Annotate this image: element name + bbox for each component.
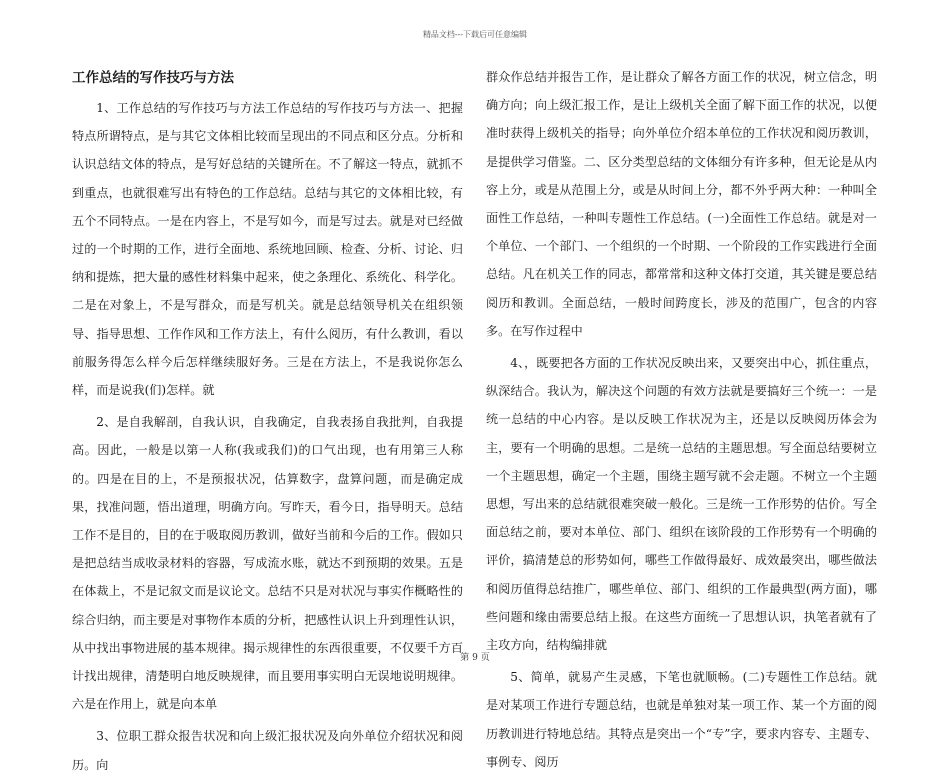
paragraph: 4、，既要把各方面的工作状况反映出来，又要突出中心，抓住重点，纵深结合。我认为，解决这个问题的有效方法就是要搞好三个统一：一是统一总结的中心内容。是以反映工作状况为主，还是以反映阅历体会为主，要有一个明确的思想。二是统一总结的主题思想。写全面总结要树立一个主题思想，确定一个主题，围绕主题写就不会走题。不树立一个主题思想，写出来的总结就很难突破一般化。三是统一工作形势的估价。写全面总结之前，要对本单位、部门、组织在该阶段的工作形势有一个明确的评价，搞清楚总的形势如何，哪些工作做得最好、成效最突出，哪些做法和阅历值得总结推广，哪些单位、部门、组织的工作最典型(两方面)，哪些问题和缘由需要总结上报。在这些方面统一了思想认识，执笔者就有了主攻方向，结构编排就 — [486, 356, 877, 653]
document-title: 工作总结的写作技巧与方法 — [72, 70, 234, 86]
page-header: 精品文档---下载后可任意编辑 — [422, 30, 528, 39]
paragraph: 群众作总结并报告工作，是让群众了解各方面工作的状况，树立信念，明确方向；向上级汇报工作，是让上级机关全面了解下面工作的状况，以便准时获得上级机关的指导；向外单位介绍本单位的工作状况和阅历教训，是提供学习借鉴。二、区分类型总结的文体细分有许多种，但无论是从内容上分，或是从范围上分，或是从时间上分，都不外乎两大种：一种叫全面性工作总结，一种叫专题性工作总结。(一)全面性工作总结。就是对一个单位、一个部门、一个组织的一个时期、一个阶段的工作实践进行全面总结。凡在机关工作的同志，都常常和这种文体打交道，其关键是要总结阅历和教训。全面总结，一般时间跨度长，涉及的范围广，包含的内容多。在写作过程中 — [486, 70, 877, 338]
paragraph: 5、简单，就易产生灵感，下笔也就顺畅。(二)专题性工作总结。就是对某项工作进行专题总结，也就是单独对某一项工作、某一个方面的阅历教训进行特地总结。其特点是突出一个“专”字，要求内容专、主题专、事例专、阅历 — [486, 670, 877, 769]
left-column — [72, 68, 463, 783]
page-number: 第 9 页 — [460, 653, 490, 663]
paragraph: 2、是自我解剖，自我认识，自我确定，自我表扬自我批判，自我提高。因此，一般是以第一人称(我或我们)的口气出现，也有用第三人称的。四是在目的上，不是预报状况，估算数字，盘算问题，而是确定成果，找准问题，悟出道理，明确方向。写昨天，看今日，指导明天。总结工作不是目的，目的在于吸取阅历教训，做好当前和今后的工作。假如只是把总结当成收录材料的容器，写成流水账，就达不到预期的效果。五是在体裁上，不是记叙文而是议论文。总结不只是对状况与事实作概略性的综合归纳，而主要是对事物作本质的分析，把感性认识上升到理性认识，从中找出事物进展的基本规律。揭示规律性的东西很重要，不仅要千方百计找出规律，清楚明白地反映规律，而且要用事实明白无误地说明规律。六是在作用上，就是向本单 — [72, 415, 463, 712]
paragraph: 1、工作总结的写作技巧与方法工作总结的写作技巧与方法一、把握特点所谓特点，是与其它文体相比较而呈现出的不同点和区分点。分析和认识总结文体的特点，是写好总结的关键所在。不了解这一特点，就抓不到重点，也就很难写出有特色的工作总结。总结与其它的文体相比较，有五个不同特点。一是在内容上，不是写如今，而是写过去。就是对已经做过的一个时期的工作，进行全面地、系统地回顾、检查、分析、讨论、归纳和提炼，把大量的感性材料集中起来，使之条理化、系统化、科学化。二是在对象上，不是写群众，而是写机关。就是总结领导机关在组织领导、指导思想、工作作风和工作方法上，有什么阅历，有什么教训，看以前服务得怎么样今后怎样继续服好务。三是在方法上，不是我说你怎么样，而是说我(们)怎样。就 — [72, 101, 463, 398]
right-column — [486, 63, 877, 780]
paragraph: 3、位职工群众报告状况和向上级汇报状况及向外单位介绍状况和阅历。向 — [72, 729, 463, 772]
